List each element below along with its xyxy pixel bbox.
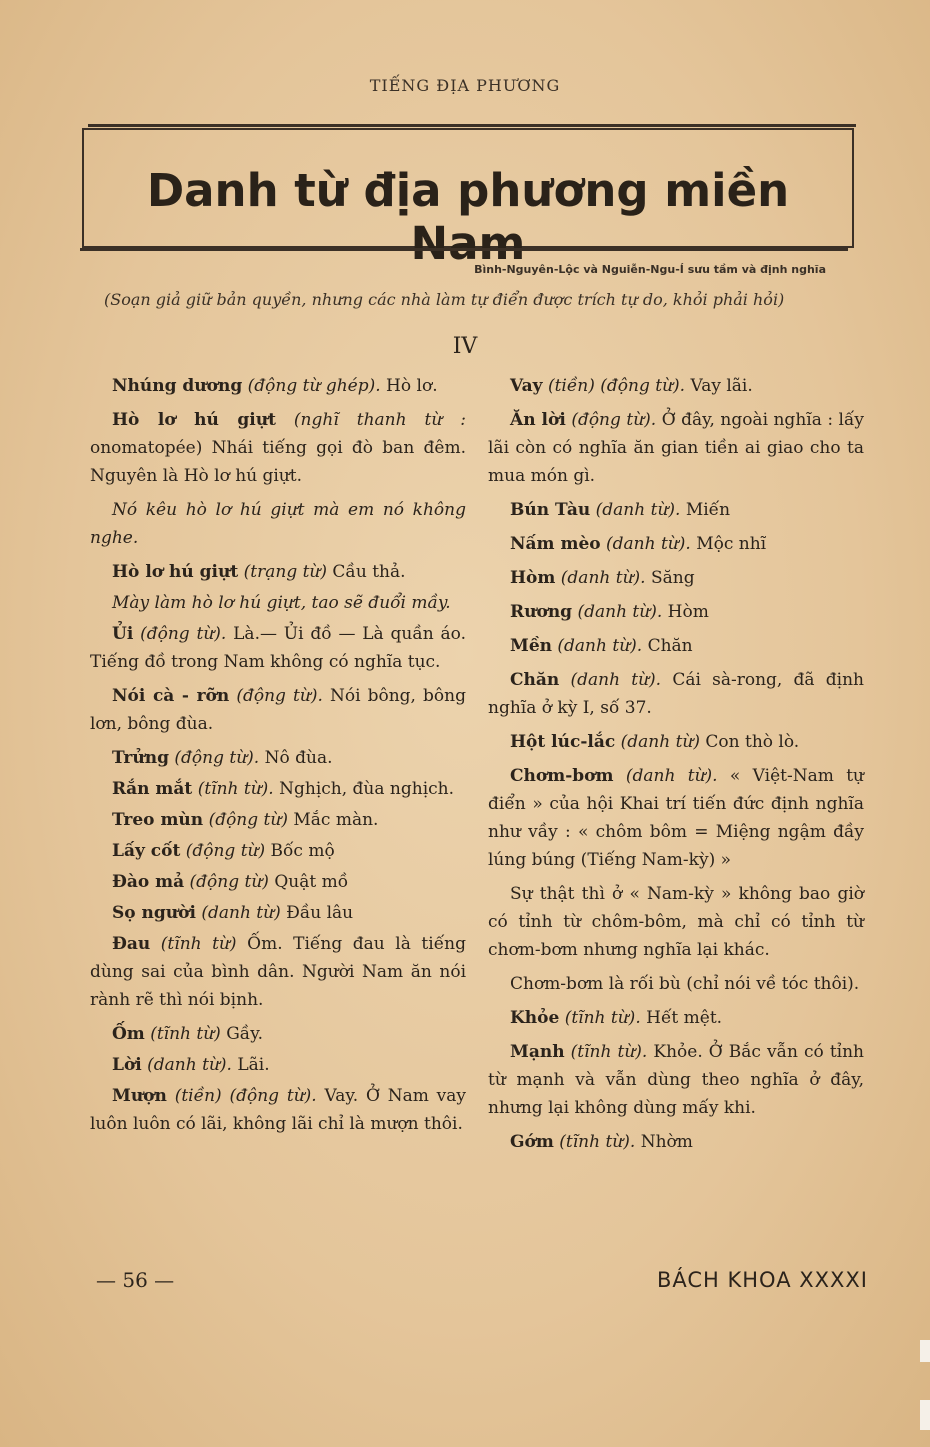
entry bbox=[488, 728, 864, 756]
entry bbox=[488, 564, 864, 592]
definition: Vay lãi. bbox=[685, 376, 753, 396]
definition: Săng bbox=[645, 568, 695, 588]
entry bbox=[90, 806, 466, 834]
page-number: — 56 — bbox=[96, 1268, 175, 1292]
part-of-speech: (nghĩ thanh từ : bbox=[293, 410, 467, 430]
headword: Vay bbox=[510, 376, 543, 396]
part-of-speech: (danh từ). bbox=[560, 568, 646, 588]
part-of-speech: (động từ) bbox=[189, 872, 269, 892]
headword: Sọ người bbox=[112, 903, 196, 923]
headword: Hột lúc-lắc bbox=[510, 732, 616, 752]
part-of-speech: (danh từ). bbox=[147, 1055, 232, 1075]
running-head: TIẾNG ĐỊA PHƯƠNG bbox=[369, 76, 561, 95]
part-of-speech: (danh từ). bbox=[625, 766, 718, 786]
part-of-speech: (tĩnh từ). bbox=[564, 1008, 641, 1028]
part-of-speech: (động từ) bbox=[185, 841, 266, 861]
definition: Hết mệt. bbox=[640, 1008, 723, 1028]
left-column bbox=[90, 372, 466, 1144]
entry bbox=[90, 899, 466, 927]
headword: Ăn lời bbox=[510, 410, 566, 430]
entry bbox=[488, 1038, 864, 1122]
part-of-speech: (tĩnh từ). bbox=[197, 779, 274, 799]
headword: Mượn bbox=[112, 1086, 167, 1106]
author-credit: Bình-Nguyên-Lộc và Nguiễn-Ngu-Í sưu tầm và định nghĩa bbox=[474, 263, 826, 276]
entry bbox=[90, 620, 466, 676]
entry bbox=[488, 1004, 864, 1032]
headword: Khỏe bbox=[510, 1008, 560, 1028]
part-of-speech: (tiền) (động từ). bbox=[547, 376, 686, 396]
part-of-speech: (danh từ). bbox=[557, 636, 643, 656]
definition: Mộc nhĩ bbox=[690, 534, 767, 554]
definition: Nghịch, đùa nghịch. bbox=[273, 779, 455, 799]
part-of-speech: (trạng từ) bbox=[243, 562, 328, 582]
definition: onomatopée) Nhái tiếng gọi đò ban đêm. Nguyên là Hò lơ hú giựt. bbox=[90, 438, 466, 486]
headword: Nấm mèo bbox=[510, 534, 601, 554]
definition: Gầy. bbox=[220, 1024, 263, 1044]
part-of-speech: (danh từ) bbox=[620, 732, 701, 752]
entry bbox=[90, 1051, 466, 1079]
entry bbox=[90, 744, 466, 772]
entry bbox=[90, 775, 466, 803]
entry bbox=[90, 406, 466, 490]
definition: Nhờm bbox=[635, 1132, 693, 1152]
entry bbox=[488, 762, 864, 874]
copyright-note: (Soạn giả giữ bản quyền, nhưng các nhà làm tự điển được trích tự do, khỏi phải hỏi) bbox=[104, 290, 785, 309]
entry bbox=[488, 598, 864, 626]
definition: Mắc màn. bbox=[287, 810, 379, 830]
definition: Miến bbox=[680, 500, 731, 520]
part-of-speech: (động từ) bbox=[208, 810, 288, 830]
entry bbox=[90, 558, 466, 586]
part-of-speech: (động từ). bbox=[571, 410, 657, 430]
definition: Lãi. bbox=[231, 1055, 270, 1075]
part-of-speech: (động từ). bbox=[174, 748, 260, 768]
part-of-speech: (động từ ghép). bbox=[247, 376, 381, 396]
entry bbox=[488, 632, 864, 660]
part-of-speech: (danh từ) bbox=[201, 903, 281, 923]
definition: Nói bông, bông lơn, bông đùa. bbox=[90, 686, 466, 734]
entry bbox=[90, 837, 466, 865]
part-of-speech: (tĩnh từ) bbox=[150, 1024, 221, 1044]
paper-tear bbox=[920, 1340, 930, 1362]
definition: Ốm. Tiếng đau là tiếng dùng sai của bình dân. Người Nam ăn nói rành rẽ thì nói bịnh. bbox=[90, 934, 466, 1010]
part-of-speech: (danh từ). bbox=[577, 602, 663, 622]
entry bbox=[488, 666, 864, 722]
entry bbox=[488, 530, 864, 558]
headword: Rương bbox=[510, 602, 573, 622]
paragraph: Sự thật thì ở « Nam-kỳ » không bao giờ có tỉnh từ chôm-bôm, mà chỉ có tỉnh từ chơm-bơm nhưng nghĩa lại khác. bbox=[488, 884, 864, 960]
definition: Cầu thả. bbox=[327, 562, 406, 582]
part-of-speech: (danh từ). bbox=[606, 534, 691, 554]
entry bbox=[90, 682, 466, 738]
entry bbox=[488, 406, 864, 490]
headword: Đau bbox=[112, 934, 151, 954]
definition: Hòm bbox=[662, 602, 709, 622]
part-number: IV bbox=[452, 334, 478, 359]
definition: Hò lơ. bbox=[380, 376, 438, 396]
entry bbox=[488, 496, 864, 524]
definition: « Việt-Nam tự điển » của hội Khai trí tiến đức định nghĩa như vầy : « chôm bôm = Miệng ngậm đầy lúng búng (Tiếng Nam-kỳ) » bbox=[488, 766, 864, 870]
part-of-speech: (tĩnh từ). bbox=[570, 1042, 648, 1062]
headword: Lấy cốt bbox=[112, 841, 181, 861]
headword: Chơm-bơm bbox=[510, 766, 614, 786]
definition: Vay. Ở Nam vay luôn luôn có lãi, không lãi chỉ là mượn thôi. bbox=[90, 1086, 466, 1134]
paper-tear bbox=[920, 1400, 930, 1430]
headword: Đào mả bbox=[112, 872, 185, 892]
headword: Mền bbox=[510, 636, 552, 656]
definition: Bốc mộ bbox=[265, 841, 335, 861]
part-of-speech: (tĩnh từ). bbox=[559, 1132, 636, 1152]
entry bbox=[90, 868, 466, 896]
part-of-speech: (động từ). bbox=[140, 624, 227, 644]
headword: Nói cà - rỡn bbox=[112, 686, 230, 706]
headword: Treo mùn bbox=[112, 810, 204, 830]
entry bbox=[488, 1128, 864, 1156]
headword: Ủi bbox=[112, 624, 134, 644]
part-of-speech: (tĩnh từ) bbox=[160, 934, 237, 954]
part-of-speech: (động từ). bbox=[236, 686, 323, 706]
publication-name: BÁCH KHOA XXXXI bbox=[656, 1268, 868, 1292]
headword: Rắn mắt bbox=[112, 779, 193, 799]
headword: Ốm bbox=[112, 1024, 145, 1044]
headword: Hò lơ hú giựt bbox=[112, 410, 276, 430]
part-of-speech: (danh từ). bbox=[570, 670, 662, 690]
headword: Mạnh bbox=[510, 1042, 565, 1062]
example-sentence: Nó kêu hò lơ hú giựt mà em nó không nghe. bbox=[90, 500, 466, 548]
entry bbox=[488, 372, 864, 400]
headword: Lời bbox=[112, 1055, 142, 1075]
example-sentence: Mày làm hò lơ hú giựt, tao sẽ đuổi mầy. bbox=[112, 593, 451, 613]
right-column bbox=[488, 372, 864, 1162]
definition: Đầu lâu bbox=[280, 903, 354, 923]
definition: Quật mồ bbox=[268, 872, 349, 892]
article-title: Danh từ địa phương miền Nam bbox=[146, 164, 790, 270]
definition: Là.— Ủi đồ — Là quần áo. Tiếng đồ trong Nam không có nghĩa tục. bbox=[90, 624, 466, 672]
paragraph: Chơm-bơm là rối bù (chỉ nói về tóc thôi). bbox=[510, 974, 860, 994]
part-of-speech: (danh từ). bbox=[595, 500, 681, 520]
entry bbox=[90, 372, 466, 400]
part-of-speech: (tiền) (động từ). bbox=[174, 1086, 317, 1106]
entry bbox=[90, 930, 466, 1014]
definition: Con thò lò. bbox=[700, 732, 800, 752]
headword: Chăn bbox=[510, 670, 560, 690]
headword: Bún Tàu bbox=[510, 500, 591, 520]
definition: Nô đùa. bbox=[259, 748, 333, 768]
definition: Ở đây, ngoài nghĩa : lấy lãi còn có nghĩa ăn gian tiền ai giao cho ta mua món gì. bbox=[488, 410, 864, 486]
entry bbox=[90, 1020, 466, 1048]
headword: Gớm bbox=[510, 1132, 554, 1152]
definition: Chăn bbox=[642, 636, 693, 656]
headword: Nhúng dương bbox=[112, 376, 243, 396]
entry bbox=[90, 1082, 466, 1138]
headword: Hò lơ hú giựt bbox=[112, 562, 239, 582]
definition: Khỏe. Ở Bắc vẫn có tỉnh từ mạnh và vẫn dùng theo nghĩa ở đây, nhưng lại không dùng mấy khi. bbox=[488, 1042, 864, 1118]
headword: Hòm bbox=[510, 568, 556, 588]
headword: Trửng bbox=[112, 748, 169, 768]
definition: Cái sà-rong, đã định nghĩa ở kỳ I, số 37. bbox=[488, 670, 864, 718]
